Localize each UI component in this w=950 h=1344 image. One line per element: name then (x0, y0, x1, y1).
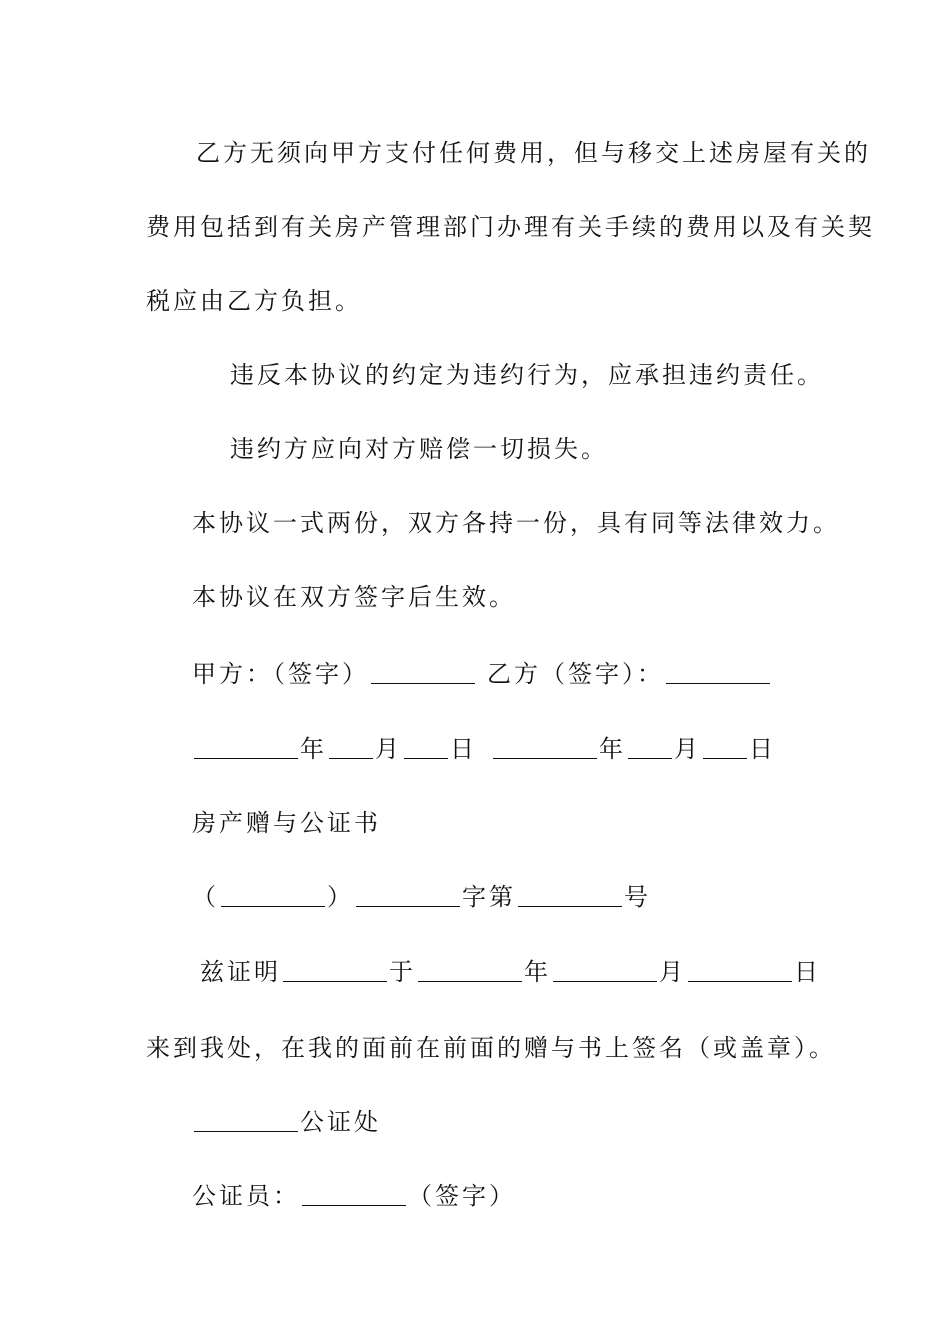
paragraph-line: 费用包括到有关房产管理部门办理有关手续的费用以及有关契 (146, 213, 875, 241)
notary-number-line (192, 881, 651, 913)
certify-line (200, 956, 821, 988)
party-a-signature-blank (371, 682, 475, 684)
certify-year-blank (418, 980, 522, 982)
month-unit: 月 (375, 735, 402, 763)
notary-officer-label: 公证员： (192, 1182, 300, 1210)
party-b-month-blank (628, 757, 672, 759)
number-hao: 号 (624, 883, 651, 911)
signature-line (192, 658, 772, 690)
day-unit: 日 (749, 735, 776, 763)
notary-office-blank (194, 1130, 298, 1132)
notary-officer-sign: （签字） (408, 1182, 516, 1210)
breach-clause: 违反本协议的约定为违约行为，应承担违约责任。 (230, 361, 824, 389)
month-unit: 月 (674, 735, 701, 763)
certify-day-blank (688, 980, 792, 982)
number-hao-blank (518, 905, 622, 907)
certify-prefix: 兹证明 (200, 958, 281, 986)
notary-title: 房产赠与公证书 (192, 809, 381, 837)
certify-line-2: 来到我处，在我的面前在前面的赠与书上签名（或盖章）。 (146, 1034, 836, 1062)
year-unit: 年 (599, 735, 626, 763)
party-a-day-blank (404, 757, 448, 759)
notary-office-suffix: 公证处 (300, 1108, 381, 1136)
day-unit: 日 (450, 735, 477, 763)
compensation-clause: 违约方应向对方赔偿一切损失。 (230, 435, 608, 463)
number-open-paren: （ (192, 883, 219, 911)
party-a-year-blank (194, 757, 298, 759)
number-close-paren: ） (327, 883, 354, 911)
party-a-month-blank (329, 757, 373, 759)
copies-clause: 本协议一式两份，双方各持一份，具有同等法律效力。 (192, 509, 840, 537)
paragraph-line: 乙方无须向甲方支付任何费用，但与移交上述房屋有关的 (196, 139, 871, 167)
date-line (192, 733, 776, 765)
effective-clause: 本协议在双方签字后生效。 (192, 583, 516, 611)
certify-day: 日 (794, 958, 821, 986)
number-prefix-blank (221, 905, 325, 907)
party-b-year-blank (493, 757, 597, 759)
year-unit: 年 (300, 735, 327, 763)
number-zi-di: 字第 (462, 883, 516, 911)
party-b-day-blank (703, 757, 747, 759)
party-b-signature-blank (666, 682, 770, 684)
paragraph-line: 税应由乙方负担。 (146, 287, 362, 315)
notary-office-line (192, 1106, 381, 1138)
party-a-label: 甲方：（签字） (192, 660, 369, 688)
number-zi-blank (356, 905, 460, 907)
certify-year: 年 (524, 958, 551, 986)
certify-month-blank (553, 980, 657, 982)
notary-officer-blank (302, 1204, 406, 1206)
certify-month: 月 (659, 958, 686, 986)
certify-yu: 于 (389, 958, 416, 986)
party-b-label: 乙方（签字）： (487, 660, 664, 688)
notary-officer-line (192, 1180, 516, 1212)
certify-person-blank (283, 980, 387, 982)
